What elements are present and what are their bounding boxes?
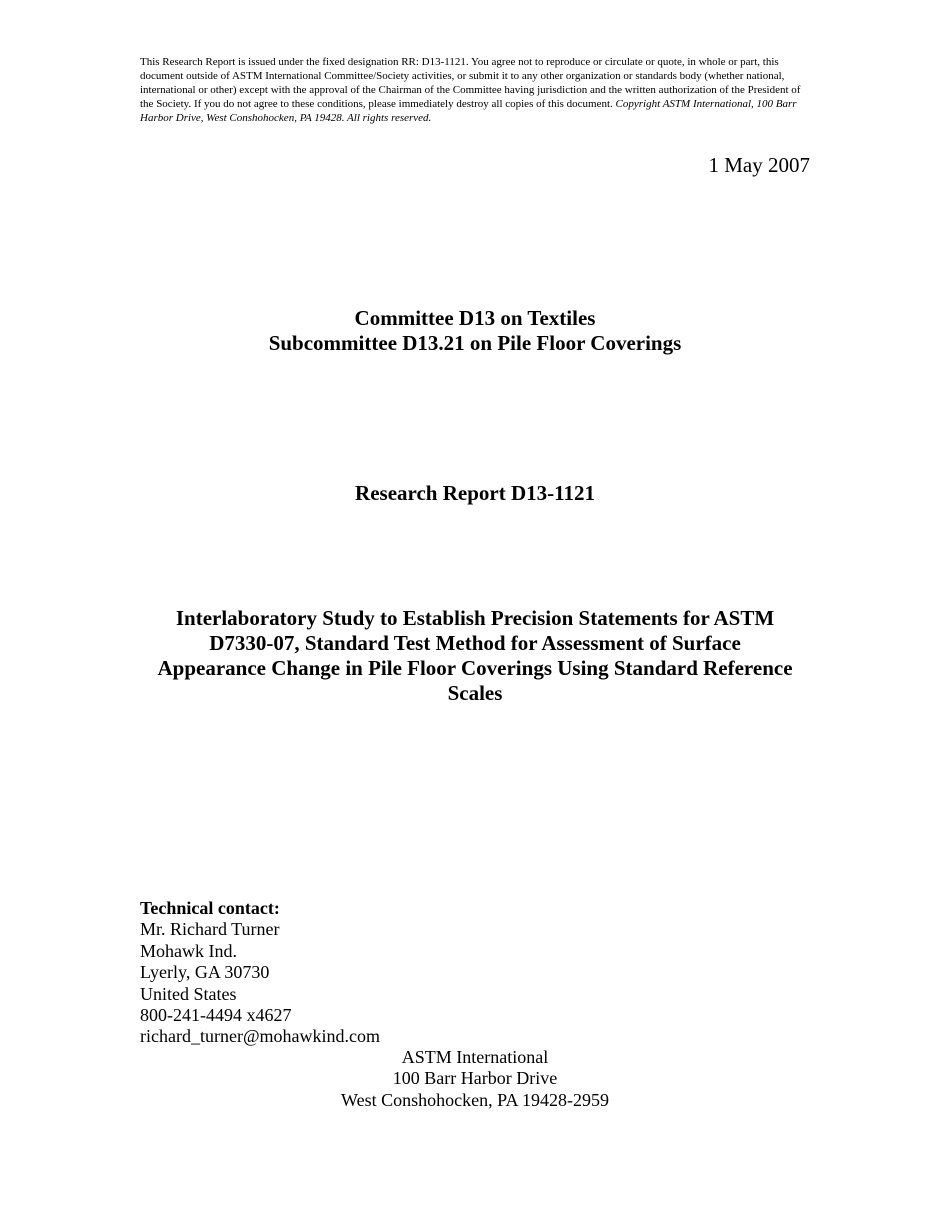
usage-notice-text: This Research Report is issued under the fixed designation RR: D13-1121. You agree not to reproduce or circulate or quote, in whole or part, this document outside of ASTM International Committee/Society activities, or submit it to any other organization or standards body (whether national, international or other) except with the approval of the Chairman of the Committee having jurisdiction and the written authorization of the President of the Society. If you do not agree to these conditions, please immediately destroy all copies of this document.: [140, 56, 801, 110]
astm-org-name: ASTM International: [401, 1047, 549, 1067]
astm-street: 100 Barr Harbor Drive: [392, 1068, 558, 1089]
study-title-line: Scales: [447, 681, 503, 705]
study-title-line: D7330-07, Standard Test Method for Assessment of Surface: [209, 631, 741, 655]
committee-heading: [140, 306, 810, 356]
subcommittee-name: Subcommittee D13.21 on Pile Floor Coverings: [268, 331, 682, 355]
study-title-line: Interlaboratory Study to Establish Precision Statements for ASTM: [175, 606, 775, 630]
study-title-line: Appearance Change in Pile Floor Coverings Using Standard Reference: [157, 656, 793, 680]
report-number: Research Report D13-1121: [355, 481, 595, 505]
contact-email: richard_turner@mohawkind.com: [140, 1026, 381, 1047]
technical-contact-label: Technical contact:: [140, 898, 280, 918]
technical-contact: [140, 898, 380, 1048]
contact-name: Mr. Richard Turner: [140, 919, 280, 940]
astm-address: [140, 1047, 810, 1111]
usage-notice: [140, 55, 810, 125]
copyright-notice: Copyright ASTM International, 100 Barr Harbor Drive, West Conshohocken, PA 19428. All rights reserved.: [140, 98, 797, 124]
committee-name: Committee D13 on Textiles: [354, 306, 596, 330]
contact-company: Mohawk Ind.: [140, 940, 237, 961]
contact-city: Lyerly, GA 30730: [140, 962, 270, 983]
report-date: 1 May 2007: [708, 153, 810, 177]
study-title: [140, 606, 810, 706]
astm-city: West Conshohocken, PA 19428-2959: [341, 1089, 609, 1110]
contact-country: United States: [140, 983, 237, 1004]
contact-phone: 800-241-4494 x4627: [140, 1005, 292, 1026]
